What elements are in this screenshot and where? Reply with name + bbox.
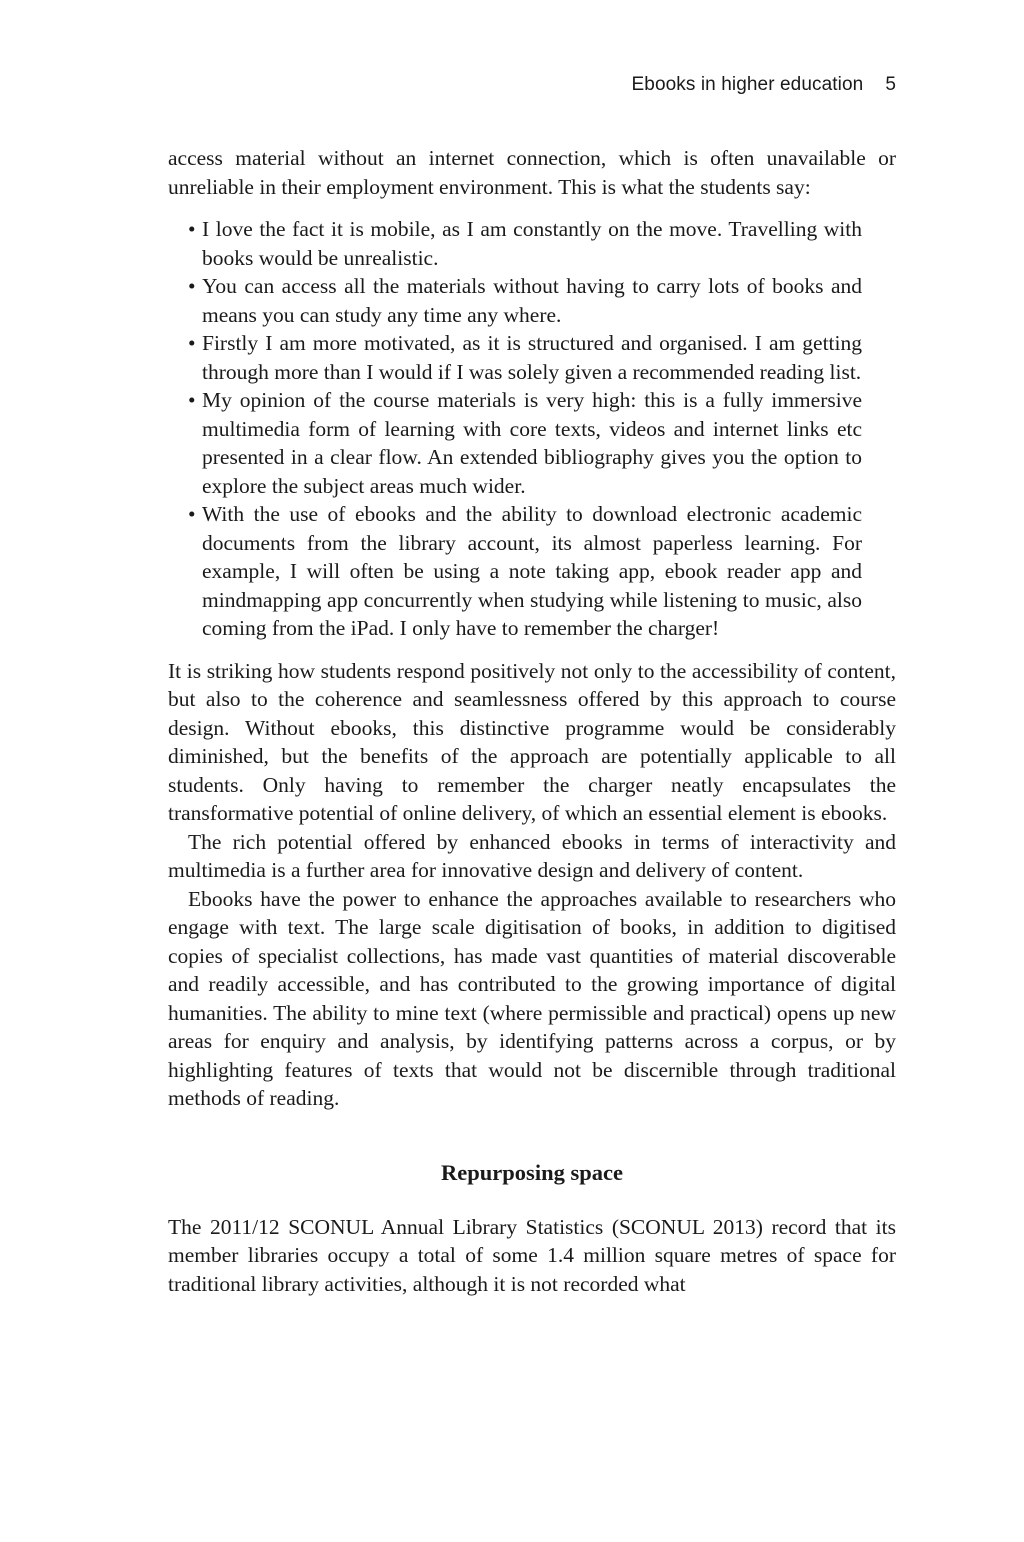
bullet-icon: • <box>188 502 196 526</box>
paragraph: It is striking how students respond positively not only to the accessibility of content, but also to the coherence and seamlessness offered by this approach to course design. Without ebooks, this distinctive programme would be considerably diminished, but the benefits of the approach are potentially applicable to all students. Only having to remember the charger neatly encapsulates the transformative potential of online delivery, of which an essential element is ebooks. <box>168 658 896 825</box>
intro-paragraph: access material without an internet connection, which is often unavailable or unreliable in their employment environment. This is what the students say: <box>168 146 896 199</box>
quote-text: Firstly I am more motivated, as it is structured and organised. I am getting through more than I would if I was solely given a recommended reading list. <box>202 331 862 384</box>
bullet-icon: • <box>188 217 196 241</box>
bullet-icon: • <box>188 331 196 355</box>
quote-text: I love the fact it is mobile, as I am constantly on the move. Travelling with books would be unrealistic. <box>202 217 862 270</box>
student-quotes-list <box>168 215 896 643</box>
quote-text: You can access all the materials without having to carry lots of books and means you can study any time any where. <box>202 274 862 327</box>
page-number: 5 <box>885 74 896 95</box>
quote-text: With the use of ebooks and the ability to download electronic academic documents from the library account, its almost paperless learning. For example, I will often be using a note taking app, ebook reader app and mindmapping app concurrently when studying while listening to music, also coming from the iPad. I only have to remember the charger! <box>202 502 862 640</box>
list-item <box>188 272 862 329</box>
list-item <box>188 386 862 500</box>
running-head-title: Ebooks in higher education <box>631 74 864 95</box>
body-text <box>168 144 896 1298</box>
section-heading: Repurposing space <box>441 1159 623 1185</box>
bullet-icon: • <box>188 274 196 298</box>
quote-text: My opinion of the course materials is very high: this is a fully immersive multimedia form of learning with core texts, videos and internet links etc presented in a clear flow. An extended bibliography gives you the option to explore the subject areas much wider. <box>202 388 862 498</box>
paragraph: Ebooks have the power to enhance the approaches available to researchers who engage with text. The large scale digitisation of books, in addition to digitised copies of specialist collections, has made vast quantities of material discoverable and readily accessible, and has contributed to the growing importance of digital humanities. The ability to mine text (where permissible and practical) opens up new areas for enquiry and analysis, by identifying patterns across a corpus, or by highlighting features of texts that would not be discernible through traditional methods of reading. <box>168 886 896 1110</box>
list-item <box>188 215 862 272</box>
list-item <box>188 500 862 643</box>
section-first-paragraph: The 2011/12 SCONUL Annual Library Statistics (SCONUL 2013) record that its member libraries occupy a total of some 1.4 million square metres of space for traditional library activities, although it is not recorded what <box>168 1214 896 1296</box>
bullet-icon: • <box>188 388 196 412</box>
running-head <box>632 74 897 96</box>
paragraph: The rich potential offered by enhanced ebooks in terms of interactivity and multimedia is a further area for innovative design and delivery of content. <box>168 829 896 882</box>
list-item <box>188 329 862 386</box>
